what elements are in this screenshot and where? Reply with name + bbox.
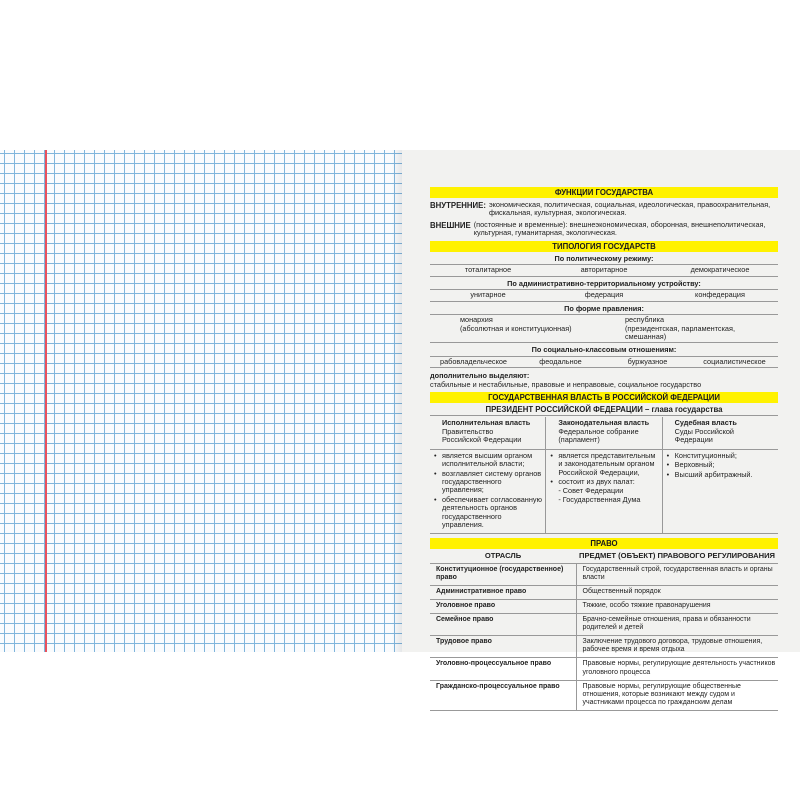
form-item-name: республика <box>625 315 665 325</box>
law-subject-cell: Правовые нормы, регулирующие общественные отношения, которые возникают между судом и участниками процесса по гражданским делам <box>576 680 778 710</box>
typology-title: ТИПОЛОГИЯ ГОСУДАРСТВ <box>430 241 778 252</box>
branch-line: Российской Федерации <box>442 435 522 445</box>
reference-page <box>402 150 800 706</box>
judicial-branch <box>662 417 778 448</box>
functions-internal <box>430 201 778 218</box>
branch-line: Суды Российской <box>674 426 734 436</box>
table-row <box>430 599 778 613</box>
bullet-item: • Конституционный; <box>666 450 737 460</box>
law-table <box>430 550 778 711</box>
form-item <box>430 315 613 342</box>
bullet-item: • состоит из двух палат: <box>550 477 635 486</box>
form-row <box>430 315 778 343</box>
law-branch-cell: Семейное право <box>430 613 576 635</box>
social-item: буржуазное <box>627 356 668 366</box>
law-subject-cell: Общественный порядок <box>576 585 778 599</box>
law-subject-cell: Правовые нормы, регулирующие деятельность участников уголовного процесса <box>576 658 778 680</box>
law-branch-cell: Трудовое право <box>430 636 576 658</box>
form-item <box>613 315 778 342</box>
law-subject-cell: Заключение трудового договора, трудовые отношения, рабочее время и время отдыха <box>576 636 778 658</box>
legislative-bullets <box>545 450 661 533</box>
law-branch-cell: Уголовное право <box>430 599 576 613</box>
political-item: авторитарное <box>580 265 628 275</box>
territorial-row <box>430 290 778 301</box>
law-subject-cell: Брачно-семейные отношения, права и обязанности родителей и детей <box>576 613 778 635</box>
branch-line: Правительство <box>442 426 494 436</box>
law-header-row <box>430 550 778 563</box>
extra-block <box>430 372 778 389</box>
judicial-bullets <box>662 450 778 533</box>
table-row <box>430 585 778 599</box>
executive-branch <box>430 417 545 448</box>
extra-head: дополнительно выделяют: <box>430 371 530 381</box>
territorial-item: унитарное <box>470 290 506 300</box>
extra-text: стабильные и нестабильные, правовые и неправовые, социальное государство <box>430 379 702 389</box>
col-subject-header: ПРЕДМЕТ (ОБЪЕКТ) ПРАВОВОГО РЕГУЛИРОВАНИЯ <box>576 550 778 563</box>
branches-header-row <box>430 417 778 449</box>
form-item-name: монархия <box>460 315 493 325</box>
graph-paper-page <box>0 150 402 652</box>
social-item: феодальное <box>539 356 582 366</box>
social-item: социалистическое <box>703 356 766 366</box>
branches-details-row <box>430 450 778 534</box>
table-row <box>430 563 778 585</box>
territorial-item: конфедерация <box>695 290 745 300</box>
branch-title: Исполнительная власть <box>442 418 531 428</box>
branch-line: (парламент) <box>558 435 600 445</box>
social-row <box>430 357 778 368</box>
bullet-item: • Высший арбитражный. <box>666 469 753 479</box>
form-head: По форме правления: <box>430 305 778 315</box>
col-branch-header: ОТРАСЛЬ <box>430 550 576 563</box>
bullet-item: • возглавляет систему органов государственного управления; <box>434 468 542 495</box>
president-line: ПРЕЗИДЕНТ РОССИЙСКОЙ ФЕДЕРАЦИИ – глава государства <box>430 405 778 416</box>
power-title: ГОСУДАРСТВЕННАЯ ВЛАСТЬ В РОССИЙСКОЙ ФЕДЕРАЦИИ <box>430 392 778 403</box>
branch-title: Судебная власть <box>674 418 737 428</box>
law-branch-cell: Административное право <box>430 585 576 599</box>
bullet-item: • является высшим органом исполнительной власти; <box>434 450 533 469</box>
social-item: рабовладельческое <box>440 356 507 366</box>
chamber-item: - Совет Федерации <box>558 486 624 496</box>
table-row <box>430 613 778 635</box>
table-row <box>430 658 778 680</box>
table-row <box>430 636 778 658</box>
internal-text: экономическая, политическая, социальная, идеологическая, правоохранительная, фискальная, культурная, экологическая. <box>488 200 771 218</box>
law-branch-cell: Гражданско-процессуальное право <box>430 680 576 710</box>
form-item-note: (абсолютная и конституционная) <box>460 323 572 333</box>
social-head: По социально-классовым отношениям: <box>430 346 778 356</box>
bullet-item: • является представительным и законодательным органом Российской Федерации, <box>550 450 656 477</box>
reference-content <box>430 186 778 711</box>
law-subject-cell: Тяжкие, особо тяжкие правонарушения <box>576 599 778 613</box>
political-row <box>430 265 778 276</box>
external-text: (постоянные и временные): внешнеэкономическая, оборонная, внешнеполитическая, культурная, гуманитарная, экологическая. <box>473 219 766 238</box>
political-head: По политическому режиму: <box>430 255 778 265</box>
territorial-head: По административно-территориальному устройству: <box>430 280 778 290</box>
table-row <box>430 680 778 710</box>
executive-bullets <box>430 450 545 533</box>
political-item: тоталитарное <box>464 265 512 275</box>
external-key: ВНЕШНИЕ <box>430 220 471 230</box>
internal-key: ВНУТРЕННИЕ: <box>430 201 486 210</box>
functions-external <box>430 221 778 238</box>
law-branch-cell: Уголовно-процессуальное право <box>430 658 576 680</box>
chamber-item: - Государственная Дума <box>558 494 641 504</box>
functions-title: ФУНКЦИИ ГОСУДАРСТВА <box>430 187 778 198</box>
branch-line: Федерации <box>674 435 713 445</box>
margin-line <box>45 150 47 652</box>
territorial-item: федерация <box>584 290 624 300</box>
bullet-item: • Верховный; <box>666 460 715 470</box>
branch-line: Федеральное собрание <box>558 426 639 436</box>
law-branch-cell: Конституционное (государственное) право <box>430 563 576 585</box>
law-subject-cell: Государственный строй, государственная власть и органы власти <box>576 563 778 585</box>
political-item: демократическое <box>690 265 750 275</box>
law-title: ПРАВО <box>430 538 778 549</box>
bullet-item: • обеспечивает согласованную деятельность органов государственного управления. <box>434 494 542 530</box>
branch-title: Законодательная власть <box>558 418 650 428</box>
form-item-note: (президентская, парламентская, смешанная) <box>625 323 735 341</box>
legislative-branch <box>545 417 661 448</box>
